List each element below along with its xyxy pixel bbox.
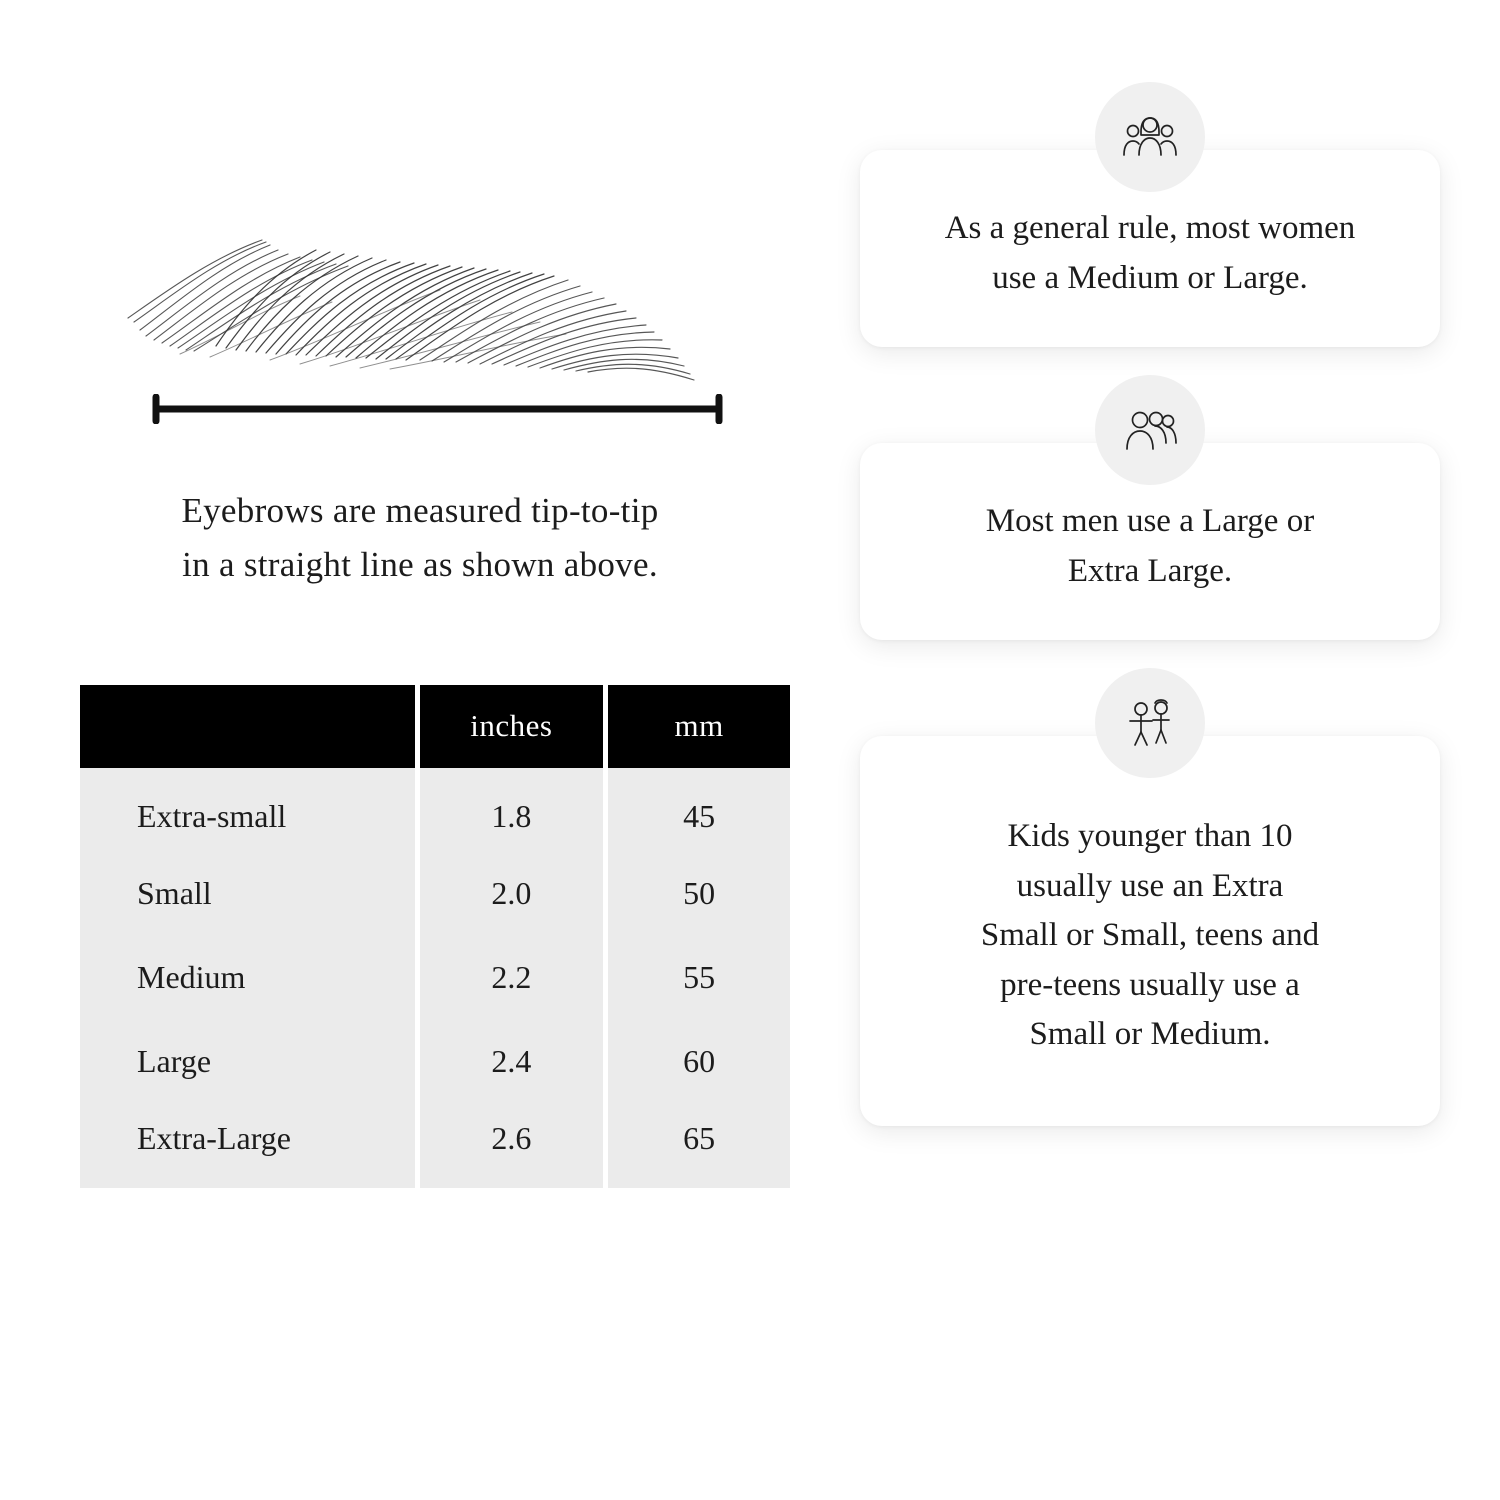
row-mm: 50 bbox=[608, 852, 790, 936]
table-row bbox=[80, 768, 790, 852]
row-size-name: Small bbox=[80, 852, 415, 936]
men-group-icon bbox=[1095, 375, 1205, 485]
row-inches: 2.4 bbox=[420, 1020, 604, 1104]
caption-line-2: in a straight line as shown above. bbox=[182, 545, 658, 585]
row-mm: 45 bbox=[608, 768, 790, 852]
card-kids bbox=[860, 736, 1440, 1126]
card-men bbox=[860, 443, 1440, 640]
row-size-name: Extra-Large bbox=[80, 1104, 415, 1188]
size-table-body bbox=[80, 768, 790, 1188]
card-kids-line-3: Small or Small, teens and bbox=[980, 917, 1320, 954]
caption-line-1: Eyebrows are measured tip-to-tip bbox=[181, 491, 659, 530]
card-men-line-1: Most men use a Large or bbox=[985, 503, 1315, 539]
size-table bbox=[75, 685, 795, 1188]
row-mm: 55 bbox=[608, 936, 790, 1020]
eyebrow-illustration-icon bbox=[120, 150, 760, 390]
size-table-head bbox=[80, 685, 790, 768]
row-size-name: Large bbox=[80, 1020, 415, 1104]
table-header-row bbox=[80, 685, 790, 768]
table-row bbox=[80, 852, 790, 936]
card-kids-line-1: Kids younger than 10 bbox=[1007, 818, 1293, 855]
women-group-icon bbox=[1095, 82, 1205, 192]
header-size bbox=[80, 685, 415, 768]
card-kids-line-4: pre-teens usually use a bbox=[1000, 966, 1300, 1003]
card-kids-line-5: Small or Medium. bbox=[1029, 1016, 1271, 1053]
header-inches: inches bbox=[420, 685, 604, 768]
card-women-line-1: As a general rule, most women bbox=[944, 210, 1356, 246]
row-inches: 1.8 bbox=[420, 768, 604, 852]
row-inches: 2.0 bbox=[420, 852, 604, 936]
row-inches: 2.6 bbox=[420, 1104, 604, 1188]
row-size-name: Medium bbox=[80, 936, 415, 1020]
table-row bbox=[80, 936, 790, 1020]
table-row bbox=[80, 1020, 790, 1104]
card-women bbox=[860, 150, 1440, 347]
row-size-name: Extra-small bbox=[80, 768, 415, 852]
table-row bbox=[80, 1104, 790, 1188]
header-mm: mm bbox=[608, 685, 790, 768]
measurement-caption bbox=[75, 484, 765, 593]
guidance-cards bbox=[860, 150, 1440, 1126]
kids-icon bbox=[1095, 668, 1205, 778]
row-inches: 2.2 bbox=[420, 936, 604, 1020]
card-kids-body bbox=[860, 736, 1440, 1126]
row-mm: 65 bbox=[608, 1104, 790, 1188]
measurement-panel bbox=[75, 150, 795, 1188]
card-men-line-2: Extra Large. bbox=[1067, 552, 1233, 589]
card-women-line-2: use a Medium or Large. bbox=[992, 259, 1308, 296]
row-mm: 60 bbox=[608, 1020, 790, 1104]
card-kids-line-2: usually use an Extra bbox=[1016, 867, 1284, 904]
measurement-ruler-icon bbox=[150, 394, 725, 424]
